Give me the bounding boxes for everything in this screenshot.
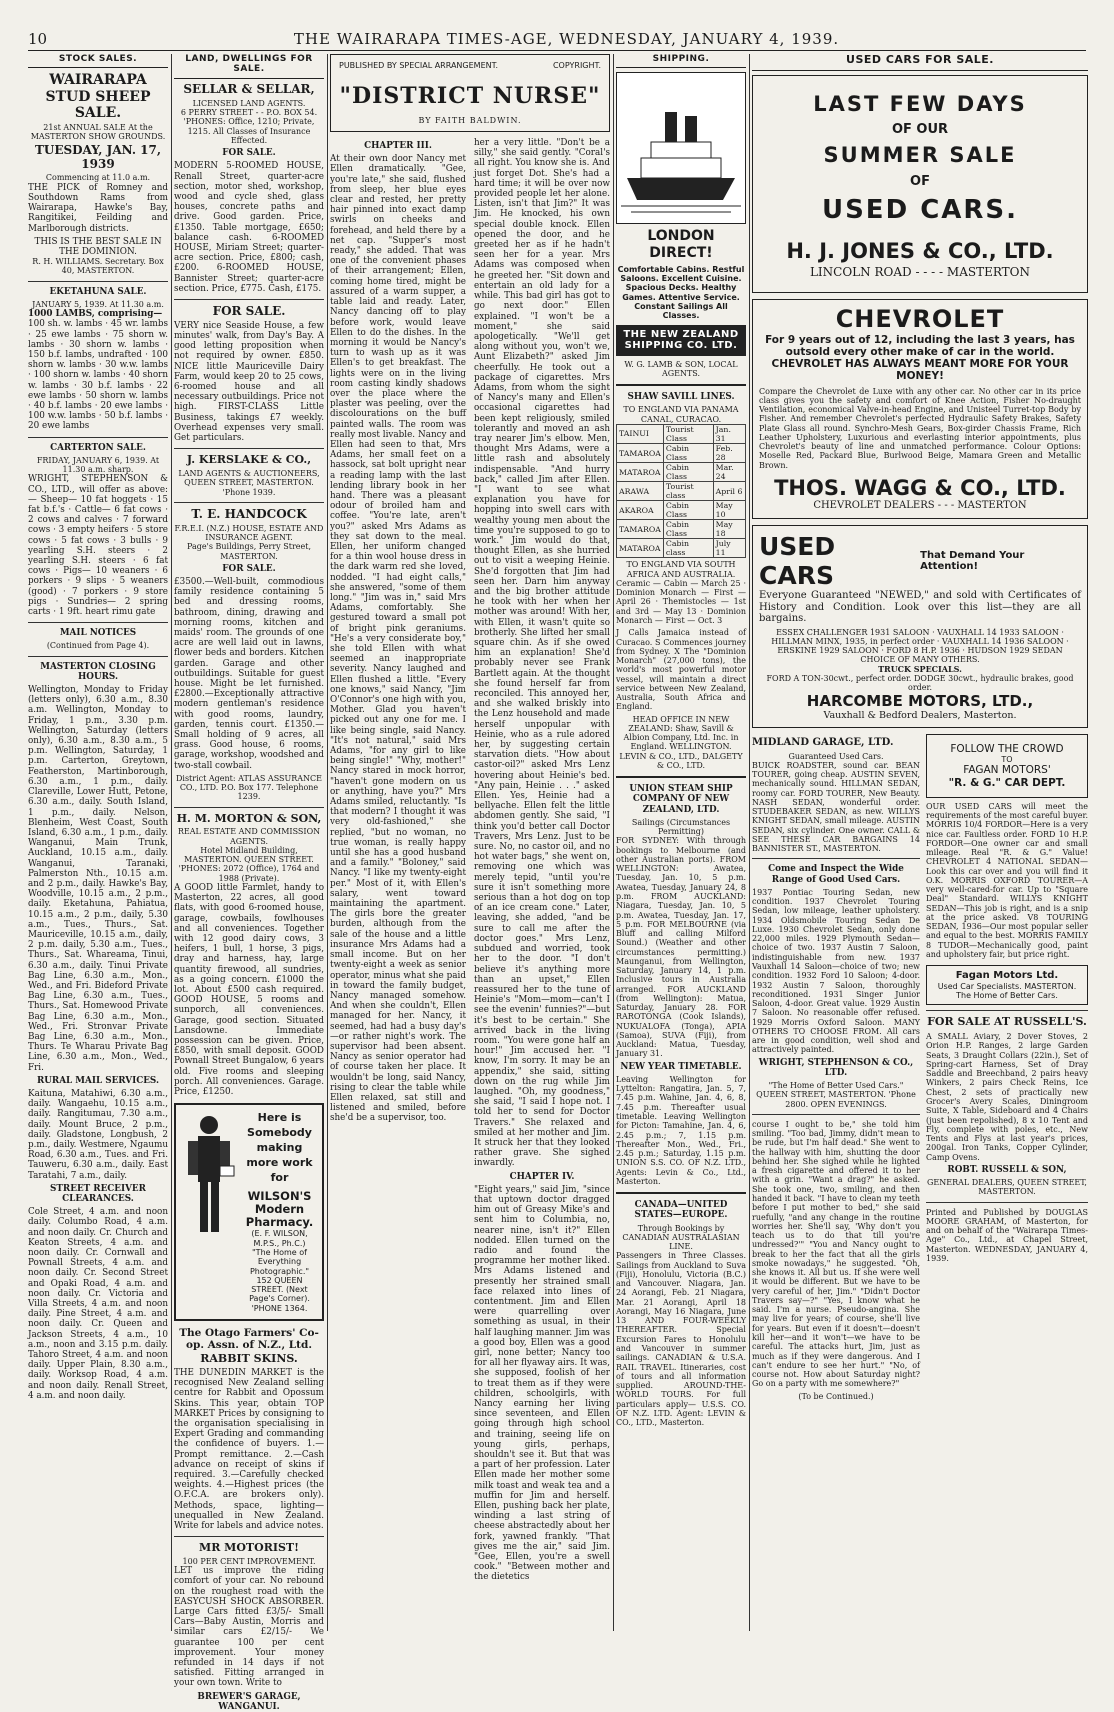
ad-footer: BREWER'S GARAGE, WANGANUI. (197, 1691, 301, 1712)
ad-subheading: REAL ESTATE AND COMMISSION AGENTS. (177, 827, 321, 846)
table-cell: Tourist Class (663, 424, 713, 443)
ad-body: 100 sh. w. lambs · 45 wr. lambs · 25 ewe lambs · 75 shorn w. lambs · 30 shorn w. lambs · 150 b.f. lambs, undrafted · 100 shorn w. lambs · 30 w.w. lambs · 100 shorn w. lambs · 40 shorn w. lambs · 30 b.f. lambs · 22 ewe lambs · 50 shorn w. lambs · 40 b.f. lambs · 20 ewe lambs · 100 w.w. lambs · 50 b.f. lambs · 20 ewe lambs (28, 319, 168, 432)
column-rule (749, 54, 750, 1631)
ad-subheading: 21st ANNUAL SALE At the MASTERTON SHOW GROUNDS. (30, 123, 166, 142)
ad-features: Comfortable Cabins. Restful Saloons. Excellent Cuisine. Spacious Decks. Healthy Games. Attentive Service. Constant Sailings All Classes. (617, 264, 745, 321)
ad-line: TRUCK SPECIALS. (878, 663, 962, 674)
ad-heading: NEW YEAR TIMETABLE. (620, 1061, 742, 1072)
dealer-name: H. J. JONES & CO., LTD. (786, 238, 1054, 263)
wilson-pharmacy-ad (174, 1103, 324, 1321)
page-number: 10 (28, 30, 48, 48)
ad-heading: USED CARS. (821, 194, 1019, 225)
ad-body: A GOOD little Farmlet, handy to Masterton, 22 acres, all good flats, with good 6-roomed house, garage, cowbails, fowlhouses and all conveniences. Together with 12 good dairy cows, 3 heifers, 1 bull, 1 horse, 3 pigs, dray and harness, hay, large quantity firewood, all sundries, as a going concern. £1000 the lot. About £500 cash required. GOOD HOUSE, 5 rooms and sunporch, all conveniences. Garage, good section. Situated Lansdowne. Immediate possession can be given. Price, £850, with small deposit. GOOD Pownall Street Bungalow, 6 years old. Five rooms and sleeping porch. All conveniences. Garage. Price, £1250. (174, 883, 324, 1098)
ad-heading: WILSON'S Modern Pharmacy. (245, 1188, 314, 1230)
ad-heading: Come and Inspect the Wide Range of Good Used Cars. (768, 864, 904, 885)
ad-heading: SUMMER SALE (823, 143, 1017, 168)
section-heading: SHIPPING. (616, 54, 746, 68)
ad-heading: FOR SALE AT RUSSELL'S. (927, 1015, 1087, 1029)
car-list: ESSEX CHALLENGER 1931 SALOON · VAUXHALL 14 1933 SALOON · HILLMAN MINX, 1935, in perfect order · VAUXHALL 14 1936 SALOON · ERSKINE 1929 SALOON · FORD 8 H.P. 1936 · HUDSON 1929 SEDAN (771, 627, 1069, 656)
table-row (617, 501, 746, 520)
ad-body: 1937 Pontiac Touring Sedan, new condition. 1937 Chevrolet Touring Sedan, low mileage, leather upholstery. 1934 Oldsmobile Touring Sedan De Luxe. 1930 Chevrolet Sedan, only done 22,000 miles. 1929 Plymouth Sedan—choice of two. 1937 Austin 7 Saloon, indistinguishable from new. 1937 Vauxhall 14 Saloon—choice of two; new condition. 1932 Ford 10 Saloon; 4-door. 1932 Austin 7 Saloon, thoroughly reconditioned. 1931 Singer Junior Saloon, 4-door. Great value. 1929 Austin 7 Saloon. No reasonable offer refused. 1929 Morris Oxford Saloon. MANY OTHERS TO CHOOSE FROM. All cars are in good condition, well shod and attractively painted. (752, 887, 920, 1055)
ad-heading: USED CARS (759, 531, 836, 590)
table-row (617, 444, 746, 463)
column-land-dwellings (174, 54, 324, 1712)
sailing-schedule-table (616, 424, 746, 558)
ad-subheading: That Demand Your Attention! (920, 549, 1025, 572)
ad-heading: H. M. MORTON & SON, (176, 811, 322, 825)
ad-heading: T. E. HANDCOCK (191, 506, 307, 521)
ad-footer: W. G. LAMB & SON, LOCAL AGENTS. (624, 359, 738, 378)
serial-byline: BY FAITH BALDWIN. (418, 115, 522, 125)
imprint: Printed and Published by DOUGLAS MOORE GRAHAM, of Masterton, for and on behalf of the "Wairarapa Times-Age" Co., Ltd., at Chapel Street, Masterton. WEDNESDAY, JANUARY 4, 1939. (926, 1207, 1088, 1263)
ad-body: BUICK ROADSTER, sound car. BEAN TOURER, going cheap. AUSTIN SEVEN, mechanically sound. HILLMAN SEDAN, roomy car. FORD TOURER, New Beauty. NASH SEDAN, wonderful order. STUDEBAKER SEDAN, as new. WILLYS KNIGHT SEDAN, small mileage. AUSTIN SEDAN, six cylinder. One owner. CALL & SEE THESE CAR BARGAINS 14 BANNISTER ST., MASTERTON. (752, 760, 920, 854)
ad-subheading: For 9 years out of 12, including the last 3 years, has outsold every other make of car in the world. CHEVROLET HAS ALWAYS MEANT MORE FOR YOUR MONEY! (765, 333, 1075, 383)
ad-body: (E. F. WILSON, M.P.S., Ph.C.) "The Home of Everything Photographic." 152 QUEEN STREET. (Next Page's Corner). 'PHONE 1364. (249, 1229, 310, 1313)
table-cell: Cabin Class (663, 444, 713, 463)
ad-body: OUR USED CARS will meet the requirements of the most careful buyer. MORRIS 10/4 FORDOR—Here is a very nice car. Faultless order. FORD 10 H.P. FORDOR—One owner car and small mileage. Real "R. & G." Value! CHEVROLET 4 NATIONAL SEDAN—Look this car over and you will find it O.K. MORRIS OXFORD TOURER—A very well-cared-for car. Up to "Square Deal" Standard. WILLYS KNIGHT SEDAN—This job is right, and is a snip at the price asked. V8 TOURING SEDAN, 1936—Our most popular seller and equal to the best. MORRIS FAMILY 8 TUDOR—Mechanically good, paint and upholstery fair, but price right. (926, 801, 1088, 959)
ad-heading: "R. & G." CAR DEPT. (948, 776, 1066, 789)
harcombe-used-cars-ad (752, 525, 1088, 728)
ad-date: JANUARY 5, 1939. At 11.30 a.m. (32, 299, 164, 309)
ad-body: A SMALL Aviary, 2 Dover Stoves, 2 Orion H.P. Ranges, 2 large Garden Seats, 3 Draught Collars (22in.), Set of Spring-cart Harness, Set of Dray Saddle and Breechband, 2 pairs heavy Winkers, 2 pairs Check Reins, Ice Chest, 2 sets of practically new Grocer's Avery Scales, Diningroom Suite, X Table, Sideboard and 4 Chairs (just been repolished), 8 x 10 Tent and Fly, complete with poles, etc., New Tents and Flys at last year's prices, 200gal. Iron Tanks, Copper Cylinder, Camp Ovens. (926, 1032, 1088, 1162)
section-heading: USED CARS FOR SALE. (752, 54, 1088, 71)
ad-body: WRIGHT, STEPHENSON & CO., LTD., will offer as above:— Sheep— 10 fat hoggets · 15 fat b.f.'s · Cattle— 6 fat cows · 2 cows and calves · 7 forward cows · 3 empty heifers · 5 store cows · 5 fat cows · 3 bulls · 9 yearling S.H. steers · 2 yearling S.H. steers · 6 fat cows · Pigs— 10 weaners · 6 porkers · 9 slips · 5 weaners (good) · 7 porkers · 9 store pigs · Sundries— 2 spring carts · 1 9ft. heart rimu gate (28, 474, 168, 617)
ad-heading: The Otago Farmers' Co-op. Assn. of N.Z., Ltd. (179, 1326, 319, 1352)
story-text: "Eight years," said Jim, "since that uptown doctor dragged him out of Greasy Mike's and sent him to Columbia, no, nearer nine, isn't it?" Ellen nodded. Ellen turned on the radio and found the programme her mother liked. Mrs Adams listened and presently her strained small face relaxed into lines of contentment. Jim and Ellen were quarrelling over something as usual, in their half laughing manner. Jim was a good boy, Ellen was a good girl, none better; Nancy too for all her flyaway airs. It was, she supposed, foolish of her to treat them as if they were children, schoolgirls, with Nancy earning her living since seventeen, and Ellen going through high school and training, seeing life on young girls, perhaps, shouldn't see it. But that was a part of her profession. Later Ellen made her mother some milk toast and weak tea and a muffin for Jim and herself. Ellen, pushing back her plate, winding a last string of cheese abstractedly about her fork, yawned frankly. "That gives me the air," said Jim. "Gee, Ellen, you're a swell cook." "Between mother and the dietetics (474, 1184, 610, 1583)
man-figure-icon (182, 1111, 237, 1241)
ad-heading: FAGAN MOTORS' (963, 764, 1051, 777)
ad-body: THE DUNEDIN MARKET is the recognised New Zealand selling centre for Rabbit and Opossum Skins. This year, obtain TOP MARKET Prices by consigning to the organisation specialising in Expert Grading and commanding the confidence of buyers. 1.—Prompt remittance. 2.—Cash advance on receipt of skins if required. 3.—Carefully checked weights. 4.—Highest prices (the O.F.C.A. are brokers only). Methods, space, lighting—unequalled in New Zealand. Write for labels and advice notes. (174, 1367, 324, 1532)
table-cell: May 18 (713, 520, 745, 539)
serial-publication-note: PUBLISHED BY SPECIAL ARRANGEMENT. (339, 61, 499, 70)
ad-body: VERY nice Seaside House, a few minutes' walk, from Day's Bay. A good letting proposition when not required by owner. £850. NICE little Mauriceville Dairy Farm, would keep 20 to 25 cows, 6-roomed house and all necessary outbuildings. Price not high. FIRST-CLASS Little Business, takings £7 weekly. Overhead expenses very small. Get particulars. (174, 320, 324, 444)
table-cell: MATAROA (617, 463, 664, 482)
ad-time: Commencing at 11.0 a.m. (45, 173, 151, 183)
ad-address: Page's Buildings, Perry Street, MASTERTON. (186, 542, 311, 561)
ad-body: THE PICK of Romney and Southdown Rams from Wairarapa, Hawke's Bay, Rangitikei, Feilding and Marlborough districts. (28, 182, 168, 234)
ad-note: J Calls Jamaica instead of Curacao. S Commences journey from Sydney. X The "Dominion Monarch" (27,000 tons), the world's most powerful motor vessel, will maintain a direct service between New Zealand, Australia, South Africa and England. (616, 628, 746, 712)
serial-copyright: COPYRIGHT. (552, 61, 601, 70)
story-text: At their own door Nancy met Ellen dramatically. "Gee, you're late," she said, flushed from sleep, her blue eyes clear and rested, her pretty hair pinned into exact damp swirls on cheeks and forehead, and held there by a net cap. "Supper's most ready," she added. That was one of the convenient phases of their arrangement; Ellen, coming home tired, might be assured of a warm supper, a table laid and ready. Later, Nancy dancing off to play before work, would leave Ellen to do the dishes. In the morning it would be Nancy's turn to wash up as it was Ellen's to get breakfast. The lights were on in the living room casting kindly shadows over the place where the plaster was peeling, over the discolourations on the buff painted walls. The room was really most livable. Nancy and Ellen had seen to that, Mrs Adams, her small feet on a hassock, sat bolt upright near a reading lamp with the last lending library book in her hand. There was a pleasant odour of broiled ham and coffee. "You're late, aren't you?" asked Mrs Adams as they sat down to the meal. Ellen, her uniform changed for a thin wool house dress in the dark warm red she loved, nodded. "I had eight calls," she answered, "some of them long." "Jim was in," said Mrs Adams, comfortably. She gestured toward a small pot of bright pink geraniums. "He's a very considerate boy," she told Ellen with what seemed an inappropriate severity. Nancy laughed and Ellen flushed a little. "Every one knows," said Nancy, "Jim O'Connor's one high with you, Mother. Glad you haven't picked out any one for me. I like being single, said Nancy. "It's not natural," said Mrs Adams, "for any girl to like being single!" "Why, mother!" Nancy stared in mock horror, "haven't gone modern on us or anything, have you?" Mrs Adams smiled, reluctantly. "Is that modern? I thought it was very old-fashioned," she replied, "but no woman, no true woman, is really happy until she has a good husband and a family." "Boloney," said Nancy. "I like my twenty-eight per." Most of it, with Ellen's salary, went toward maintaining the apartment. The girls bore the greater burden, although from the sale of the house and a little insurance Mrs Adams had a small income. But on her twenty-eight a week as senior operator, minus what she paid in toward the family budget, Nancy managed somehow. And when she couldn't, Ellen managed for her. Nancy, it seemed, had had a busy day's—or rather night's work. The supervisor had been absent. Nancy as senior operator had of course taken her place. It wouldn't be long, said Nancy, rising to clear the table while Ellen relaxed, sat still and listened and smiled, before she'd be a supervisor, too. (330, 154, 466, 1124)
ad-heading: SELLAR & SELLAR, (183, 81, 315, 96)
table-cell: July 11 (713, 539, 745, 558)
dealer-address: GENERAL DEALERS, QUEEN STREET, MASTERTON. (927, 1178, 1087, 1197)
chevrolet-ad (752, 299, 1088, 519)
ad-heading: LAST FEW DAYS (813, 91, 1027, 116)
ad-body: LAND AGENTS & AUCTIONEERS, QUEEN STREET, MASTERTON. 'Phone 1939. (178, 469, 320, 497)
table-cell: Cabin Class (663, 463, 713, 482)
table-cell: MATAROA (617, 539, 664, 558)
column-rule (171, 54, 172, 1631)
section-heading: LAND, DWELLINGS FOR SALE. (174, 54, 324, 79)
fagan-motors-ad (926, 734, 1088, 798)
table-row (617, 424, 746, 443)
ad-body: Wellington, Monday to Friday (letters only), 6.30 a.m., 8.30 a.m. Wellington, Monday to Friday, 1 p.m., 3.30 p.m. Wellington, Saturday (letters only), 6.30 a.m., 8.30 a.m., 5 p.m. Wellington, Saturday, 1 p.m. Carterton, Greytown, Featherston, Martinborough, 6.30 a.m., 1 p.m., daily. Clareville, Lower Hutt, Petone, 6.30 a.m., daily. South Island, 1 p.m., daily. Nelson, Blenheim, West Coast, South Island, 6.30 a.m., 1 p.m., daily. Wanganui, Main Trunk, Auckland, 10.15 a.m., daily. Wanganui, Taranaki, Palmerston Nth., 10.15 a.m. and 2 p.m., daily. Hawke's Bay, Woodville, 10.15 a.m., 2 p.m., daily. Eketahuna, Pahiatua, 10.15 a.m., 2 p.m., daily, 5.30 a.m., Tues., Thurs., Sat. Mauriceville, 10.15 a.m., daily, 2 p.m. daily, 5.30 a.m., Tues., Thurs., Sat. Whareama, Tinui, 6.30 a.m., daily. Tinui Private Bag Line, 6.30 a.m., Mon., Wed., and Fri. Bideford Private Bag Line, 6.30 a.m., Tues., Thurs., Sat. Homewood Private Bag Line, 6.30 a.m., Mon., Wed., Fri. Stronvar Private Bag Line, 6.30 a.m., Mon., Thurs. Te Wharau Private Bag Line, 6.30 a.m., Mon., Wed., Fri. (28, 685, 168, 1073)
table-cell: Tourist class (663, 482, 713, 501)
ad-body: Everyone Guaranteed "NEWED," and sold with Certificates of History and Condition. Look over this list—they are all bargains. (759, 589, 1081, 625)
ad-heading: UNION STEAM SHIP COMPANY OF NEW ZEALAND, LTD. (629, 784, 733, 815)
column-rule (327, 54, 328, 1631)
table-cell: Cabin class (663, 539, 713, 558)
chapter-heading: CHAPTER IV. (509, 1171, 575, 1182)
ad-heading: WAIRARAPA STUD SHEEP SALE. (45, 72, 151, 121)
column-stock-sales (28, 54, 168, 1631)
steamship-illustration (616, 72, 746, 224)
dealer-address: Vauxhall & Bedford Dealers, Masterton. (823, 709, 1017, 721)
ad-body: FORD A TON-30cwt., perfect order. DODGE 30cwt., hydraulic brakes, good order. (766, 674, 1074, 693)
ad-heading: CARTERTON SALE. (50, 442, 146, 453)
column-used-cars (752, 54, 1088, 1631)
ad-subheading: Sailings (Circumstances Permitting) (631, 817, 731, 837)
dealer-address: LINCOLN ROAD - - - - MASTERTON (809, 265, 1031, 280)
ad-heading: FOLLOW THE CROWD (950, 742, 1064, 755)
masthead (28, 28, 1086, 51)
ad-heading: MR MOTORIST! (199, 1541, 299, 1555)
dealer-address: CHEVROLET DEALERS - - - MASTERTON (813, 500, 1027, 512)
table-cell: Feb. 28 (713, 444, 745, 463)
ad-heading: MASTERTON CLOSING HOURS. (40, 661, 156, 682)
ad-heading: SHAW SAVILL LINES. (627, 392, 735, 403)
column-serial-story (330, 54, 610, 1631)
ad-body: Passengers in Three Classes. Sailings from Auckland to Suva (Fiji), Honolulu, Victoria (B.C.) and Vancouver. Niagara, Jan. 24 Aorangi, Feb. 21 Niagara, Mar. 21 Aorangi, April 18 Aorangi, May 16 Niagara, June 13 AND FOUR-WEEKLY THEREAFTER. Special Excursion Fares to Honolulu and Vancouver in summer sailings. CANADIAN & U.S.A. RAIL TRAVEL. Itineraries, cost of tours and all information supplied. AROUND-THE-WORLD TOURS. For full particulars apply— U.S.S. CO. OF N.Z. LTD. Agent: LEVIN & CO., LTD., Masterton. (616, 1251, 746, 1428)
table-cell: April 6 (713, 482, 745, 501)
ad-subheading: FOR SALE. (222, 563, 276, 574)
ad-date: TUESDAY, JAN. 17, 1939 (34, 142, 162, 171)
ad-subheading: Guaranteed Used Cars. (788, 751, 884, 761)
table-cell: AKAROA (617, 501, 664, 520)
ad-heading: MAIL NOTICES (59, 628, 137, 639)
ad-footer: LEVIN & CO., LTD., DALGETY & CO., LTD. (619, 751, 743, 770)
ad-highlight: THIS IS THE BEST SALE IN THE DOMINION. (34, 236, 162, 257)
ad-subheading: F.R.E.I. (N.Z.) HOUSE, ESTATE AND INSURANCE AGENT. (174, 523, 324, 543)
table-row (617, 539, 746, 558)
ad-heading: J. KERSLAKE & CO., (186, 453, 312, 467)
dealer-address: "The Home of Better Used Cars." QUEEN STREET, MASTERTON. 'Phone 2800. OPEN EVENINGS. (756, 1081, 916, 1109)
ad-subheading: LICENSED LAND AGENTS. (192, 98, 306, 108)
ad-footer: District Agent: ATLAS ASSURANCE CO., LTD. P.O. Box 177. Telephone 1239. (175, 773, 323, 802)
story-text: course I ought to be," she told him smiling. "Too bad, Jimmy, didn't mean to be rude, but I'm half dead." She went to the hallway with him, shutting the door behind her. She sighed while he lighted a fresh cigarette and offered it to her with a grin. "Want a drag?" he asked. She took one, two, smiling, and then handed it back. "I have to clean my teeth before I put mother to bed," she said ruefully, "and any change in the routine worries her. She'll say, 'Why don't you teach us to do that till you're undressed?'" "You and Nancy ought to break to her the fact that all the girls smoke nowadays," he suggested. "Oh, she knows it. All but us. If she were well it would be different. But we have to be very careful of her, Jim." "Didn't Doctor Travers say—?" "Yes, I know what he said. I'm a nurse. Pseudo-angina. She may live for years; of course, she'll live for years. But even if it doesn't—doesn't kill her—and it won't—we have to be careful. The attacks hurt, Jim, just as much as if they were dangerous. And I can't endure to see her hurt." "No, of course not. How about Saturday night? Go on a party with me somewhere?" (752, 1119, 920, 1389)
table-cell: Mar. 24 (713, 463, 745, 482)
to-be-continued: (To be Continued.) (798, 1391, 874, 1401)
serial-header (330, 54, 610, 132)
ad-heading: LONDON DIRECT! (647, 228, 715, 261)
table-row (617, 482, 746, 501)
ad-heading: STREET RECEIVER CLEARANCES. (50, 1183, 146, 1205)
serial-title: "DISTRICT NURSE" (339, 83, 601, 110)
ad-body: MODERN 5-ROOMED HOUSE, Renall Street, quarter-acre section, motor shed, workshop, wood and cycle shed, glass houses, concrete paths and drive. Good garden. Price, £1350. Table mortgage, £650; balance cash. 6-ROOMED HOUSE, Miriam Street; quarter-acre section. Price, £800; cash, £200. 6-ROOMED HOUSE, Bannister Street; quarter-acre section. Price, £775. Cash, £175. (174, 161, 324, 294)
ad-subheading: (Continued from Page 4). (46, 641, 150, 651)
table-cell: Cabin Class (663, 520, 713, 539)
ad-heading: EKETAHUNA SALE. (49, 286, 147, 297)
logo-text: Fagan Motors Ltd. (955, 970, 1059, 982)
ad-heading: MIDLAND GARAGE, LTD. (752, 736, 894, 748)
ad-subheading: TO ENGLAND VIA SOUTH AFRICA AND AUSTRALIA. (626, 560, 736, 579)
shipping-company-logo: THE NEW ZEALAND SHIPPING CO. LTD. (616, 325, 746, 356)
ad-line: OF (910, 173, 930, 189)
ad-body: LET us improve the riding comfort of your car. No rebound on the roughest road with the EASYCUSH SHOCK ABSORBER. Large Cars fitted £3/5/- Small Cars—Baby Austin, Morris and similar cars £2/15/- We guarantee 100 per cent improvement. Your money refunded in 14 days if not satisfied. Fitting arranged in your own town. Write to (174, 1566, 324, 1689)
column-shipping (616, 54, 746, 1631)
chevrolet-logo: CHEVROLET (835, 305, 1005, 334)
table-row (617, 520, 746, 539)
ad-body: Compare the Chevrolet de Luxe with any other car. No other car in its price class gives you the safety and comfort of Knee Action, Fisher No-draught Ventilation, economical Valve-in-head Engine, and Unisteel Turret-top Body by Fisher. And remember Chevrolet's perfected Hydraulic Safety Brakes, Safety Plate Glass all round. Synchro-Mesh Gears, Box-girder Chassis Frame, Rich Leather Upholstery, Luxurious and everlasting interior appointments, plus Chevrolet's beauty of line and unmatched performance. Colour Options: Moselle Red, Packard Blue, Burlwood Beige, Mamara Green and Metallic Brown. (759, 386, 1081, 470)
ad-lead: 1000 LAMBS, comprising— (28, 309, 163, 320)
ad-heading: CANADA—UNITED STATES—EUROPE. (634, 1200, 728, 1221)
ad-body: FOR SYDNEY: With through bookings to Melbourne (and other Australian ports). FROM WELLINGTON: Awatea, Tuesday, Jan. 10, 5 p.m. Awatea, Tuesday, January 24, 8 p.m. FROM AUCKLAND: Niagara, Tuesday, Jan. 10, 5 p.m. Awatea, Tuesday, Jan. 17, 5 p.m. FOR MELBOURNE (via Bluff and calling Milford Sound.) (Weather and other circumstances permitting.) Maunganui, from Wellington, Saturday, January 14, 1 p.m. Inclusive tours in Australia arranged. FOR AUCKLAND (from Wellington): Matua, Saturday, January 28. FOR RAROTONGA (Cook Islands), NUKUALOFA (Tonga), APIA (Samoa), SUVA (Fiji), from Auckland: Matua, Tuesday, January 31. (616, 836, 746, 1059)
dealer-name: WRIGHT, STEPHENSON & CO., LTD. (758, 1057, 914, 1078)
logo-subtext: Used Car Specialists. MASTERTON. The Home of Better Cars. (937, 981, 1077, 1001)
table-cell: Cabin Class (663, 501, 713, 520)
ad-line: CHOICE OF MANY OTHERS. (860, 655, 980, 665)
ad-body: £3500.—Well-built, commodious family residence containing 5 bed and dressing rooms, bathroom, dining, drawing and morning rooms, kitchen and maids' room. The grounds of one acre are well laid out in lawns, flower beds and borders. Kitchen garden. Garage and other outbuildings. Suitable for guest house. Might be let furnished. £2800.—Exceptionally attractive modern gentleman's residence with good rooms, laundry, garden, tennis court. £1350.—Small holding of 9 acres, all grass. Good house, 6 rooms, garage, workshop, woodshed and two-stall cowbail. (174, 577, 324, 771)
ad-heading: RURAL MAIL SERVICES. (36, 1075, 160, 1086)
story-text: her a very little. "Don't be a silly," she said gently. "Coral's all right. You know she is. And just forget Dot. She's had a hard time; it will be over now provided people let her alone. Listen, isn't that Jim?" It was Jim. He knocked, his own special double knock. Ellen opened the door, and he greeted her as if he hadn't seen her for a year. Mrs Adams was composed when he greeted her. "Sit down and entertain an old lady for a while. This bad girl has got to go next door." Ellen explained. "I won't be a moment," she said apologetically. "We'll get along without you, won't we, Aunt Elizabeth?" asked Jim cheerfully. He took out a package of cigarettes. Mrs Adams, from whom the sight of Nancy's many and Ellen's occasional cigarettes had been kept religiously, smiled tolerantly and moved an ash tray nearer Jim's elbow. Men, thought Mrs Adams, were a little rash and absolutely indispensable. "And hurry back," called Jim after Ellen. "I want to see what explanation you have for hopping into swell cars with wealthy young men about the time you're supposed to go to work." Jim would do that, thought Ellen, as she hurried out to visit a weeping Heinie. She'd forgotten that Jim had seen her. Darn him anyway and the big brother attitude he took with her when her mother was around! With her, with Ellen, it wasn't quite so brotherly. She lifted her small square chin. As if she owed him an explanation! She'd probably never see Frank Bartlett again. At the thought she found herself far from reconciled. This annoyed her, and she walked briskly into the Lenz household and made herself unpopular with Heinie, who as a rule adored her, by suggesting certain starvation diets. "How about castor-oil?" asked Mrs Lenz hovering about Heinie's bed. "Any pain, Heinie . . ." asked Ellen. Yes, Heinie had a bellyache. Ellen felt the little abdomen gently. She said, "I think you'd better call Doctor Travers, Mrs Lenz. Just to be sure. No, no castor oil, and no hot water bags," she went on, removing one which was merely tepid, "until you're sure it isn't something more serious than a hot dog on top of an ice cream cone." Later, leaving, she added, "and be sure to call me after the doctor goes." Mrs Lenz, subdued and worried, took her to the door. "I don't believe it's anything more than an upset," Ellen reassured her to the tune of Heinie's "Mom—mom—can't I see the evenin' funnies?"—but it's best to be certain." She arrived back in the living room. "You were gone half an hour!" Jim accused her. "I know, I'm sorry. It may be an appendix," she said, sitting down on the rug while Jim laughed. "Oh, my goodness," she said, "I said I hope not. I told her to send for Doctor Travers." She relaxed and smiled at her mother and Jim. It struck her that they looked rather grave. She sighed inwardly. (474, 138, 610, 1169)
chapter-heading: CHAPTER III. (364, 141, 432, 152)
ad-subheading: FOR SALE. (222, 148, 276, 159)
table-cell: May 10 (713, 501, 745, 520)
ad-address: 6 PERRY STREET - - P.O. BOX 54. 'PHONES: Office, 1210; Private, 1215. All Classes of Insurance Effected. (180, 108, 318, 145)
table-cell: TAINUI (617, 424, 664, 443)
ad-body: Cole Street, 4 a.m. and noon daily. Columbo Road, 4 a.m. and noon daily. Cr. Church and Keaton Streets, 4 a.m. and noon daily. Cr. Cornwall and Pownall Streets, 4 a.m. and noon daily. Cr. Second Street and Opaki Road, 4 a.m. and noon daily. Cr. Victoria and Villa Streets, 4 a.m. and noon daily. Pine Street, 4 a.m. and noon daily. Cr. Queen and Jackson Streets, 4 a.m., 10 a.m., noon and 3.15 p.m. daily. Tahoro Street, 4 a.m. and noon daily. Upper Plain, 8.30 a.m., daily. Worksop Road, 4 a.m. and noon daily. Renall Street, 4 a.m. and noon daily. (28, 1207, 168, 1401)
table-cell: Jan. 31 (713, 424, 745, 443)
column-rule (613, 54, 614, 1631)
jones-summer-sale-ad (752, 75, 1088, 293)
ad-subheading: TO ENGLAND VIA PANAMA CANAL, CURACAO. (623, 405, 739, 424)
ad-signature: R. H. WILLIAMS. Secretary. Box 40, MASTERTON. (32, 257, 164, 276)
table-cell: TAMAROA (617, 520, 664, 539)
ad-heading: FOR SALE. (212, 303, 286, 318)
ad-footer: HEAD OFFICE IN NEW ZEALAND: Shaw, Savill & Albion Company, Ltd. Inc. in England. WELLINGTON. (623, 714, 739, 752)
table-cell: TAMAROA (617, 444, 664, 463)
ad-body: Ceramic — Cabin — March 25 · Dominion Monarch — First — April 26 · Themistocles — 1st and 3rd — May 13 · Dominion Monarch — First — Oct. 3 (616, 578, 746, 625)
ad-date: FRIDAY, JANUARY 6, 1939. At 11.30 a.m. sharp. (36, 455, 160, 475)
ad-subheading: Through Bookings by CANADIAN AUSTRALASIAN LINE. (622, 1223, 740, 1252)
newspaper-title: THE WAIRARAPA TIMES-AGE, WEDNESDAY, JANUARY 4, 1939. (293, 30, 840, 48)
dealer-name: HARCOMBE MOTORS, LTD., (806, 691, 1034, 710)
ad-address: Hotel Midland Building, MASTERTON. QUEEN STREET. 'PHONES: 2072 (Office), 1764 and 1988 (Private). (178, 845, 320, 883)
ad-line: OF OUR (891, 122, 949, 138)
fagan-logo (926, 965, 1088, 1005)
ad-subheading: 100 PER CENT IMPROVEMENT. (182, 1556, 316, 1566)
ad-subheading: RABBIT SKINS. (200, 1352, 298, 1366)
ad-tagline: Here is Somebody making more work for (246, 1111, 313, 1184)
dealer-name: ROBT. RUSSELL & SON, (947, 1164, 1067, 1175)
table-cell: ARAWA (617, 482, 664, 501)
ad-body: Kaituna, Matahiwi, 6.30 a.m., daily. Wangaehu, 10.15 a.m., daily. Rangitumau, 7.30 a.m., daily. Mount Bruce, 2 p.m., daily. Gladstone, Longbush, 2 p.m., daily. Westmere, Ngaumu Road, 6.30 a.m., Tues. and Fri. Tauweru, 6.30 a.m., daily. East Taratahi, 7 a.m., daily. (28, 1088, 168, 1181)
ad-body: Leaving Wellington for Lyttelton: Rangatira, Jan. 5, 7, 7.45 p.m. Wahine, Jan. 4, 6, 8, 7.45 p.m. Thereafter usual timetable. Leaving Wellington for Picton: Tamahine, Jan. 4, 6, 2.45 p.m.; 7, 1.15 p.m. Thereafter Mon., Wed., Fri., 2.45 p.m.; Saturday, 1.15 p.m. UNION S.S. CO. OF N.Z. LTD., Agents: Levin & Co., Ltd., Masterton. (616, 1074, 746, 1186)
dealer-name: THOS. WAGG & CO., LTD. (774, 475, 1066, 500)
ship-icon (621, 78, 741, 218)
section-heading: STOCK SALES. (28, 54, 168, 68)
ad-line: TO (1001, 755, 1013, 765)
table-row (617, 463, 746, 482)
